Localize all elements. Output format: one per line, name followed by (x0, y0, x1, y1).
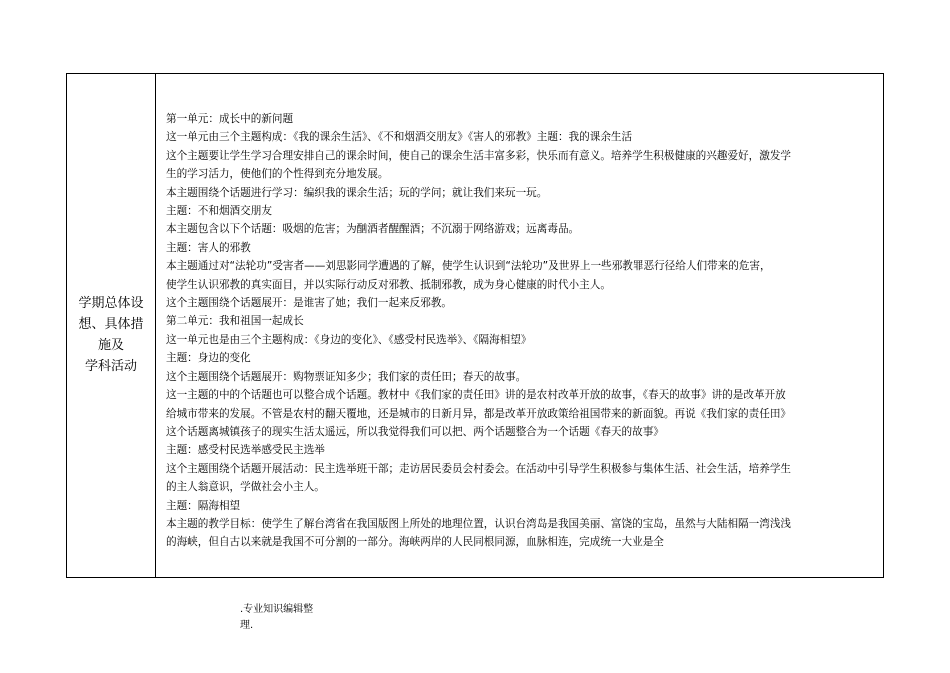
content-line: 生的学习活力，使他们的个性得到充分地发展。 (166, 168, 389, 181)
content-line: 这个主题围绕个话题开展活动：民主选举班干部；走访居民委员会村委会。在活动中引导学生积极参与集体生活、社会生活，培养学生 (166, 462, 792, 475)
content-line: 这个主题围绕个话题展开：是谁害了她；我们一起来反邪教。 (166, 297, 453, 310)
content-line: 的海峡，但自古以来就是我国不可分割的一部分。海峡两岸的人民同根同源，血脉相连，完成统一大业是全 (166, 536, 664, 549)
content-line: 这个主题围绕个话题展开：购物票证知多少；我们家的责任田；春天的故事。 (166, 370, 527, 383)
row-label-line: 学期总体设 (78, 295, 144, 311)
footer-note (240, 602, 350, 634)
label-cell (67, 74, 156, 577)
footer-line: 理. (240, 620, 254, 631)
content-line: 这个话题离城镇孩子的现实生活太遥远，所以我觉得我们可以把、两个话题整合为一个话题《春天的故事》 (166, 425, 664, 438)
content-line: 本主题包含以下个话题：吸烟的危害；为酗酒者醒醒酒；不沉溺于网络游戏；远离毒品。 (166, 223, 580, 236)
row-label-line: 施及 (97, 337, 124, 353)
content-cell (156, 74, 883, 577)
content-line: 本主题的教学目标：使学生了解台湾省在我国版图上所处的地理位置，认识台湾岛是我国美丽、富饶的宝岛，虽然与大陆相隔一湾浅浅 (166, 517, 792, 530)
plan-table (66, 73, 884, 578)
content-line: 给城市带来的发展。不管是农村的翻天覆地，还是城市的日新月异，都是改革开放政策给祖国带来的新面貌。再说《我们家的责任田》 (166, 407, 792, 420)
content-line: 这一单元也是由三个主题构成：《身边的变化》、《感受村民选举》、《隔海相望》 (166, 333, 532, 346)
content-line: 主题：身边的变化 (166, 352, 251, 365)
content-line: 主题：害人的邪教 (166, 241, 251, 254)
content-line: 第一单元：成长中的新问题 (166, 113, 294, 125)
footer-line: .专业知识编辑整 (240, 604, 314, 615)
content-line: 本主题围绕个话题进行学习：编织我的课余生活；玩的学问；就让我们来玩一玩。 (166, 186, 548, 199)
content-line: 这一单元由三个主题构成：《我的课余生活》、《不和烟酒交朋友》《害人的邪教》主题：我的课余生活 (166, 131, 633, 144)
content-line: 这一主题的中的个话题也可以整合成个话题。教材中《我们家的责任田》讲的是农村改革开放的故事，《春天的故事》讲的是改革开放 (166, 389, 786, 402)
content-line: 这个主题要让学生学习合理安排自己的课余时间，使自己的课余生活丰富多彩，快乐而有意义。培养学生积极健康的兴趣爱好，激发学 (166, 149, 792, 162)
content-line: 使学生认识邪教的真实面目，并以实际行动反对邪教、抵制邪教，成为身心健康的时代小主人。 (166, 278, 611, 291)
content-line: 本主题通过对“法轮功”受害者——刘思影同学遭遇的了解，使学生认识到“法轮功”及世界上一些邪教罪恶行径给人们带来的危害， (166, 260, 771, 273)
row-label-line: 想、具体措 (78, 316, 144, 332)
content-line: 第二单元：我和祖国一起成长 (166, 315, 304, 328)
content-line: 的主人翁意识，学做社会小主人。 (166, 481, 325, 494)
content-line: 主题：隔海相望 (166, 499, 241, 512)
content-line: 主题：不和烟酒交朋友 (166, 205, 272, 218)
content-line: 主题：感受村民选举感受民主选举 (166, 444, 325, 457)
row-label-line: 学科活动 (84, 358, 137, 374)
row-label (71, 293, 151, 377)
